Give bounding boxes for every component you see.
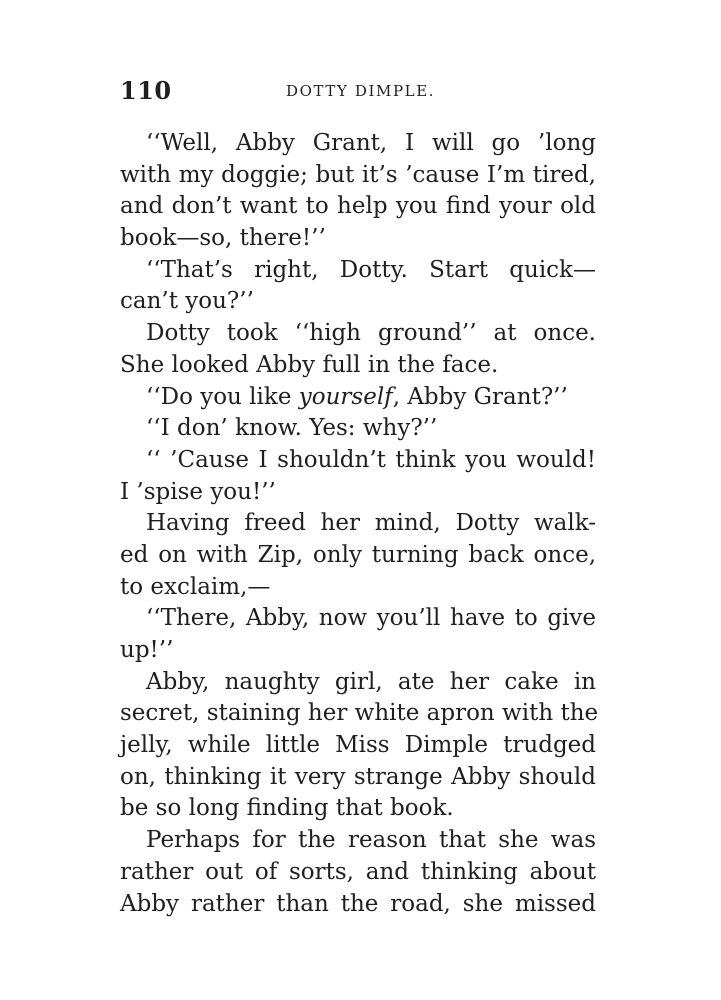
text-line: ‘‘That’s right, Dotty. Start quick— — [146, 256, 596, 283]
text-line: and don’t want to help you find your old — [120, 193, 596, 220]
text-line: Having freed her mind, Dotty walk- — [146, 510, 596, 537]
text-line: Abby, naughty girl, ate her cake in — [146, 668, 596, 695]
text-line: ‘‘I don’ know. Yes: why?’’ — [146, 415, 438, 442]
text-line: ‘‘ ’Cause I shouldn’t think you would! — [146, 446, 596, 473]
body-text — [120, 128, 599, 920]
running-head: DOTTY DIMPLE. — [286, 82, 436, 100]
text-line: book—so, there!’’ — [120, 225, 326, 252]
text-line: Abby rather than the road, she missed — [120, 890, 596, 917]
page-number: 110 — [120, 76, 172, 105]
text-line: secret, staining her white apron with the — [120, 700, 599, 727]
text-line: can’t you?’’ — [120, 288, 254, 315]
text-line: on, thinking it very strange Abby should — [120, 763, 596, 790]
text-line: be so long finding that book. — [120, 795, 454, 822]
text-line: jelly, while little Miss Dimple trudged — [120, 732, 596, 759]
text-line: ‘‘Well, Abby Grant, I will go ’long — [146, 130, 596, 156]
text-line: She looked Abby full in the face. — [120, 351, 499, 378]
text-line — [120, 382, 596, 414]
text-line: ‘‘There, Abby, now you’ll have to give — [146, 605, 596, 632]
text-line: up!’’ — [120, 637, 174, 663]
text-run: ‘‘Do you like — [146, 383, 299, 410]
page-header — [120, 76, 596, 104]
text-line: Perhaps for the reason that she was — [146, 827, 596, 854]
text-line: rather out of sorts, and thinking about — [120, 858, 596, 885]
text-run: , Abby Grant?’’ — [392, 383, 568, 410]
italic-word: yourself — [298, 383, 393, 410]
text-line: Dotty took ‘‘high ground’’ at once. — [146, 320, 596, 347]
text-line: ed on with Zip, only turning back once, — [120, 541, 596, 568]
text-line: with my doggie; but it’s ’cause I’m tired, — [120, 161, 596, 188]
text-line: I ’spise you!’’ — [120, 478, 276, 505]
text-line: to exclaim,— — [120, 573, 271, 600]
